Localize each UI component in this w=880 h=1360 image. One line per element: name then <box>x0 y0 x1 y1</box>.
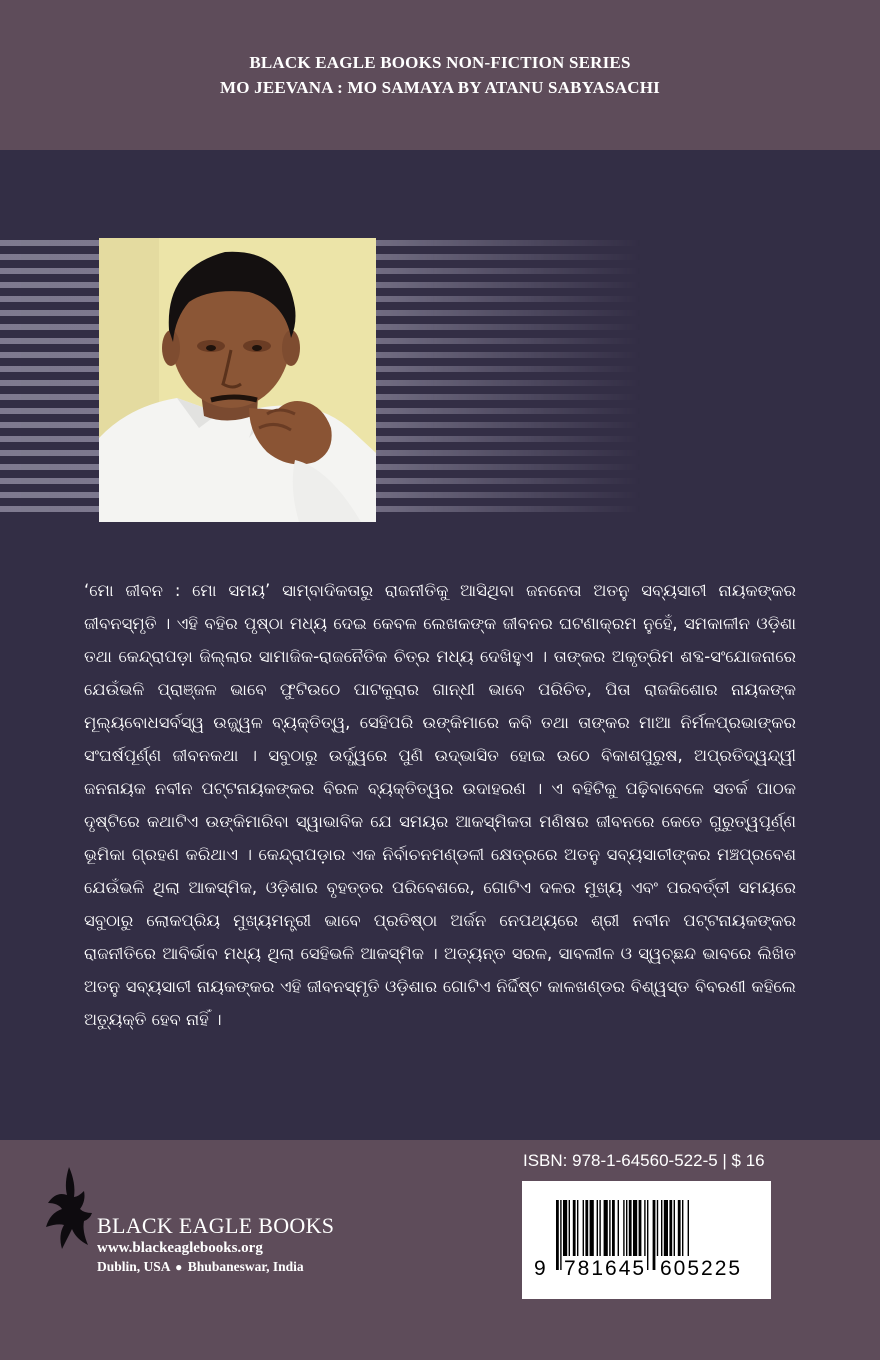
bullet-separator: ● <box>175 1260 183 1274</box>
isbn-price: ISBN: 978-1-64560-522-5 | $ 16 <box>523 1151 765 1170</box>
barcode-bar <box>560 1200 561 1270</box>
publisher-website[interactable]: www.blackeaglebooks.org <box>97 1240 263 1256</box>
barcode-bar <box>653 1200 656 1270</box>
barcode-digits-right: 605225 <box>660 1257 743 1280</box>
barcode <box>522 1181 771 1299</box>
barcode-bar <box>688 1200 689 1256</box>
publisher-locations <box>97 1259 304 1275</box>
barcode-bar <box>633 1200 637 1256</box>
barcode-bar <box>577 1200 578 1256</box>
location-left: Dublin, USA <box>97 1259 170 1274</box>
barcode-bar <box>669 1200 672 1256</box>
book-title-line: MO JEEVANA : MO SAMAYA BY ATANU SABYASACHI <box>220 78 660 97</box>
barcode-digits-left: 781645 <box>564 1257 647 1280</box>
barcode-bar <box>573 1200 576 1256</box>
barcode-bar <box>604 1200 608 1256</box>
barcode-bar <box>623 1200 624 1256</box>
barcode-bar <box>612 1200 615 1256</box>
barcode-bar <box>556 1200 559 1270</box>
barcode-bar <box>674 1200 675 1256</box>
barcode-bar <box>590 1200 594 1256</box>
barcode-bar <box>629 1200 632 1256</box>
book-description: ‘ମୋ ଜୀବନ : ମୋ ସମୟ’ ସାମ୍ବାଦିକତାରୁ ରାଜନୀତିକୁ ଆସିଥିବା ଜନନେତା ଅତନୁ ସବ୍ୟସାଚୀ ନାୟକଙ୍କର ଜୀବନସ୍ମୃତି । ଏହି ବହିର ପୃଷ୍ଠା ମଧ୍ୟ ଦେଇ କେବଳ ଲେଖକଙ୍କ ଜୀବନର ଘଟଣାକ୍ରମ ନୁହେଁ, ସମକାଳୀନ ଓଡ଼ିଶା ତଥା କେନ୍ଦ୍ରାପଡ଼ା ଜିଲ୍ଲାର ସାମାଜିକ-ରାଜନୈତିକ ଚିତ୍ର ମଧ୍ୟ ଦେଖିହୁଏ । ତାଙ୍କର ଅକୃତ୍ରିମ ଶବ୍ଦ-ସଂଯୋଜନାରେ ଯେଉଁଭଳି ପ୍ରାଞ୍ଜଳ ଭାବେ ଫୁଟିଉଠେ ପାଟକୁରାର ଗାନ୍ଧୀ ଭାବେ ପରିଚିତ, ପିତା ରାଜକିଶୋର ନାୟକଙ୍କ ମୂଲ୍ୟବୋଧସର୍ବସ୍ୱ ଉଜ୍ଜ୍ୱଳ ବ୍ୟକ୍ତିତ୍ୱ, ସେହିପରି ଉଙ୍କିମାରେ କବି ତଥା ତାଙ୍କର ମାଆ ନିର୍ମଳପ୍ରଭାଙ୍କର ସଂଘର୍ଷପୂର୍ଣ୍ଣ ଜୀବନକଥା । ସବୁଠାରୁ ଉର୍ଦ୍ଧ୍ୱରେ ପୁଣି ଉଦ୍‌ଭାସିତ ହୋଇ ଉଠେ ବିକାଶପୁରୁଷ, ଅପ୍ରତିଦ୍ୱନ୍ଦ୍ୱୀ ଜନନାୟକ ନବୀନ ପଟ୍ଟନାୟକଙ୍କର ବିରଳ ବ୍ୟକ୍ତିତ୍ୱର ଉଦାହରଣ । ଏ ବହିଟିକୁ ପଢ଼ିବାବେଳେ ସତର୍କ ପାଠକ ଦୃଷ୍ଟିରେ କଥାଟିଏ ଉଙ୍କିମାରିବା ସ୍ୱାଭାବିକ ଯେ ସମୟର ଆକସ୍ମିକତା ମଣିଷର ଜୀବନରେ କେତେ ଗୁରୁତ୍ୱପୂର୍ଣ୍ଣ ଭୂମିକା ଗ୍ରହଣ କରିଥାଏ । କେନ୍ଦ୍ରାପଡ଼ାର ଏକ ନିର୍ବାଚନମଣ୍ଡଳୀ କ୍ଷେତ୍ରରେ ଅତନୁ ସବ୍ୟସାଚୀଙ୍କର ମଞ୍ଚପ୍ରବେଶ ଯେଉଁଭଳି ଥିଲା ଆକସ୍ମିକ, ଓଡ଼ିଶାର ବୃହତ୍ତର ପରିବେଶରେ, ଗୋଟିଏ ଦଳର ମୁଖ୍ୟ ଏବଂ ପରବର୍ତ୍ତୀ ସମୟରେ ସବୁଠାରୁ ଲୋକପ୍ରିୟ ମୁଖ୍ୟମନ୍ତ୍ରୀ ଭାବେ ପ୍ରତିଷ୍ଠା ଅର୍ଜନ ନେପଥ୍ୟରେ ଶ୍ରୀ ନବୀନ ପଟ୍ଟନାୟକଙ୍କର ରାଜନୀତିରେ ଆବିର୍ଭାବ ମଧ୍ୟ ଥିଲା ସେହିଭଳି ଆକସ୍ମିକ । ଅତ୍ୟନ୍ତ ସରଳ, ସାବଲୀଳ ଓ ସ୍ୱଚ୍ଛନ୍ଦ ଭାବରେ ଲିଖିତ ଅତନୁ ସବ୍ୟସାଚୀ ନାୟକଙ୍କର ଏହି ଜୀବନସ୍ମୃତି ଓଡ଼ିଶାର ଗୋଟିଏ ନିର୍ଦ୍ଦିଷ୍ଟ କାଳଖଣ୍ଡର ବିଶ୍ୱସ୍ତ ବିବରଣୀ କହିଲେ ଅତ୍ୟୁକ୍ତି ହେବ ନାହିଁ । <box>84 581 796 1029</box>
location-right: Bhubaneswar, India <box>187 1259 304 1274</box>
barcode-bar <box>597 1200 598 1256</box>
barcode-bar <box>657 1200 658 1256</box>
barcode-bar <box>664 1200 668 1256</box>
barcode-bar <box>644 1200 645 1256</box>
barcode-bar <box>563 1200 567 1256</box>
barcode-bar <box>626 1200 627 1256</box>
barcode-bar <box>639 1200 642 1256</box>
barcode-bar <box>599 1200 600 1256</box>
publisher-name: BLACK EAGLE BOOKS <box>97 1213 335 1238</box>
barcode-bar <box>569 1200 570 1256</box>
eagle-icon <box>44 1165 94 1251</box>
barcode-bar <box>609 1200 610 1256</box>
barcode-digit-first: 9 <box>534 1257 546 1280</box>
series-title: BLACK EAGLE BOOKS NON-FICTION SERIES <box>249 53 631 72</box>
barcode-bar <box>647 1200 648 1270</box>
barcode-bar <box>661 1200 662 1256</box>
author-photo <box>99 238 376 522</box>
barcode-bar <box>585 1200 588 1256</box>
barcode-bar <box>618 1200 619 1256</box>
barcode-bar <box>583 1200 584 1256</box>
barcode-bar <box>682 1200 683 1256</box>
top-band <box>0 0 880 150</box>
author-portrait-illustration <box>99 238 376 522</box>
barcode-bar <box>678 1200 681 1256</box>
